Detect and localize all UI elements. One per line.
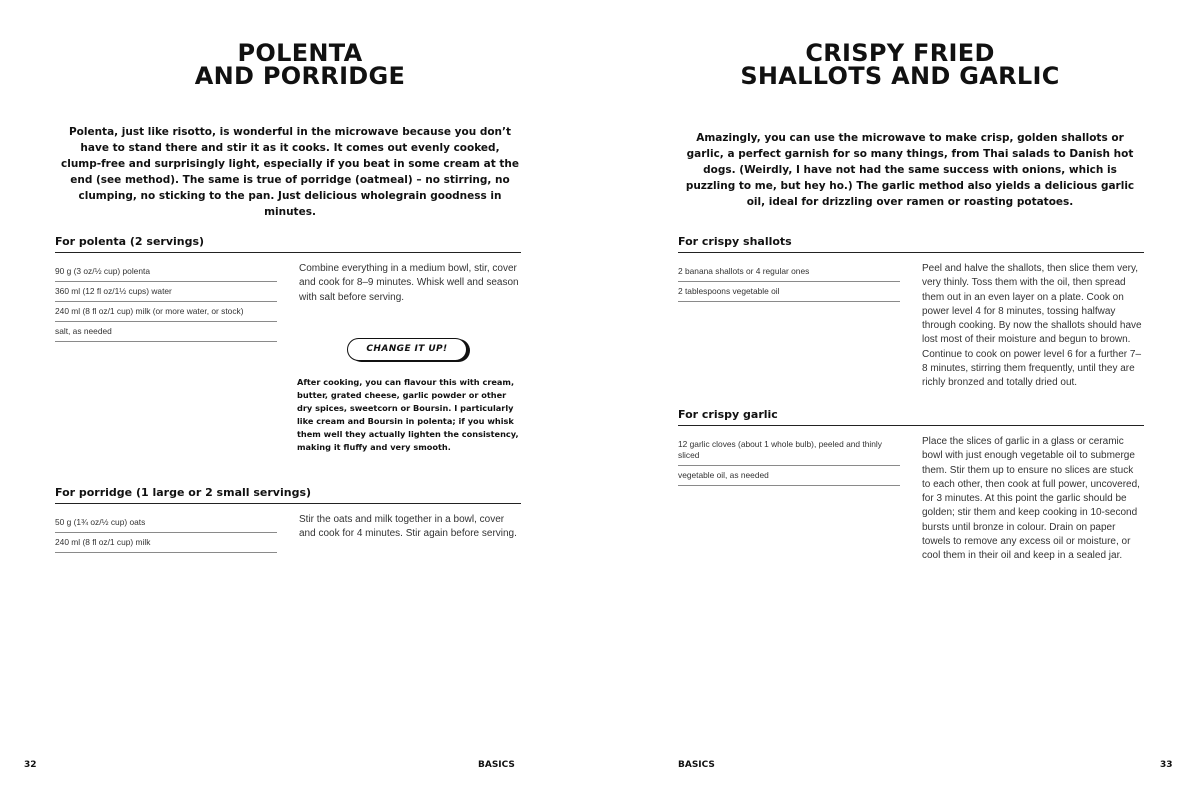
ingredient-item: 240 ml (8 fl oz/1 cup) milk xyxy=(55,533,277,553)
shallots-heading: For crispy shallots xyxy=(678,235,1144,253)
page-number: 33 xyxy=(1160,760,1173,770)
porridge-method: Stir the oats and milk together in a bowl, cover and cook for 4 minutes. Stir again before serving. xyxy=(299,514,517,540)
polenta-ingredient-list xyxy=(55,262,277,342)
ingredient-item: 360 ml (12 fl oz/1½ cups) water xyxy=(55,282,277,302)
ingredient-item: 240 ml (8 fl oz/1 cup) milk (or more water, or stock) xyxy=(55,302,277,322)
porridge-ingredient-list xyxy=(55,513,277,553)
ingredient-item: 90 g (3 oz/½ cup) polenta xyxy=(55,262,277,282)
running-head: BASICS xyxy=(478,760,515,770)
shallots-method: Peel and halve the shallots, then slice them very, very thinly. Toss them with the oil, then spread them out in an even layer on a plate. Cook on power level 4 for 8 minutes, tossing halfway through cooking. By now the shallots should have lost most of their moisture and begun to brown. Continue to cook on power level 6 for a further 7–8 minutes, stirring them frequently, until they are richly bronzed and totally dried out. xyxy=(922,263,1142,389)
ingredient-item: 50 g (1¾ oz/½ cup) oats xyxy=(55,513,277,533)
right-page xyxy=(600,0,1200,788)
ingredient-item: 2 tablespoons vegetable oil xyxy=(678,282,900,302)
polenta-method: Combine everything in a medium bowl, stir, cover and cook for 8–9 minutes. Whisk well and season with salt before serving. xyxy=(299,263,519,303)
ingredient-item: 2 banana shallots or 4 regular ones xyxy=(678,262,900,282)
ingredient-item: vegetable oil, as needed xyxy=(678,466,900,486)
garlic-heading: For crispy garlic xyxy=(678,408,1144,426)
title-line-2: AND PORRIDGE xyxy=(194,62,406,90)
garlic-ingredient-list xyxy=(678,435,900,486)
change-it-up-text: After cooking, you can flavour this with cream, butter, grated cheese, garlic powder or other dry spices, sweetcorn or Boursin. I particularly like cream and Boursin in polenta; if you whisk them well they actually lighten the consistency, making it fluffy and very smooth. xyxy=(297,377,519,452)
page-number: 32 xyxy=(24,760,37,770)
title-line-2: SHALLOTS AND GARLIC xyxy=(740,62,1060,90)
shallots-intro: Amazingly, you can use the microwave to make crisp, golden shallots or garlic, a perfect garnish for so many things, from Thai salads to Danish hot dogs. (Weirdly, I have not had the same success with onions, which is puzzling to me, but hey ho.) The garlic method also yields a delicious garlic oil, ideal for drizzling over ramen or roasting potatoes. xyxy=(685,132,1135,208)
porridge-heading: For porridge (1 large or 2 small servings) xyxy=(55,486,521,504)
running-head: BASICS xyxy=(678,760,715,770)
polenta-intro: Polenta, just like risotto, is wonderful in the microwave because you don’t have to stand there and stir it as it cooks. It comes out evenly cooked, clump-free and surprisingly light, especially if you beat in some cream at the end (see method). The same is true of porridge (oatmeal) – no stirring, no clumping, no sticking to the pan. Just delicious wholegrain goodness in minutes. xyxy=(61,126,519,218)
change-it-up-badge: CHANGE IT UP! xyxy=(347,338,467,361)
polenta-heading: For polenta (2 servings) xyxy=(55,235,521,253)
title-line-1: CRISPY FRIED xyxy=(805,39,995,67)
polenta-page-title xyxy=(0,39,600,90)
ingredient-item: 12 garlic cloves (about 1 whole bulb), peeled and thinly sliced xyxy=(678,435,900,466)
shallots-ingredient-list xyxy=(678,262,900,302)
shallots-page-title xyxy=(600,39,1200,90)
title-line-1: POLENTA xyxy=(237,39,363,67)
ingredient-item: salt, as needed xyxy=(55,322,277,342)
garlic-method: Place the slices of garlic in a glass or ceramic bowl with just enough vegetable oil to submerge them. Stir them up to ensure no slices are stuck to each other, then cook at full power, uncovered, for 3 minutes. At this point the garlic should be golden; stir them and keep cooking in 10-second bursts until bronze in colour. Drain on paper towels to remove any excess oil or moisture, or cool them in their oil and keep in a sealed jar. xyxy=(922,436,1140,562)
